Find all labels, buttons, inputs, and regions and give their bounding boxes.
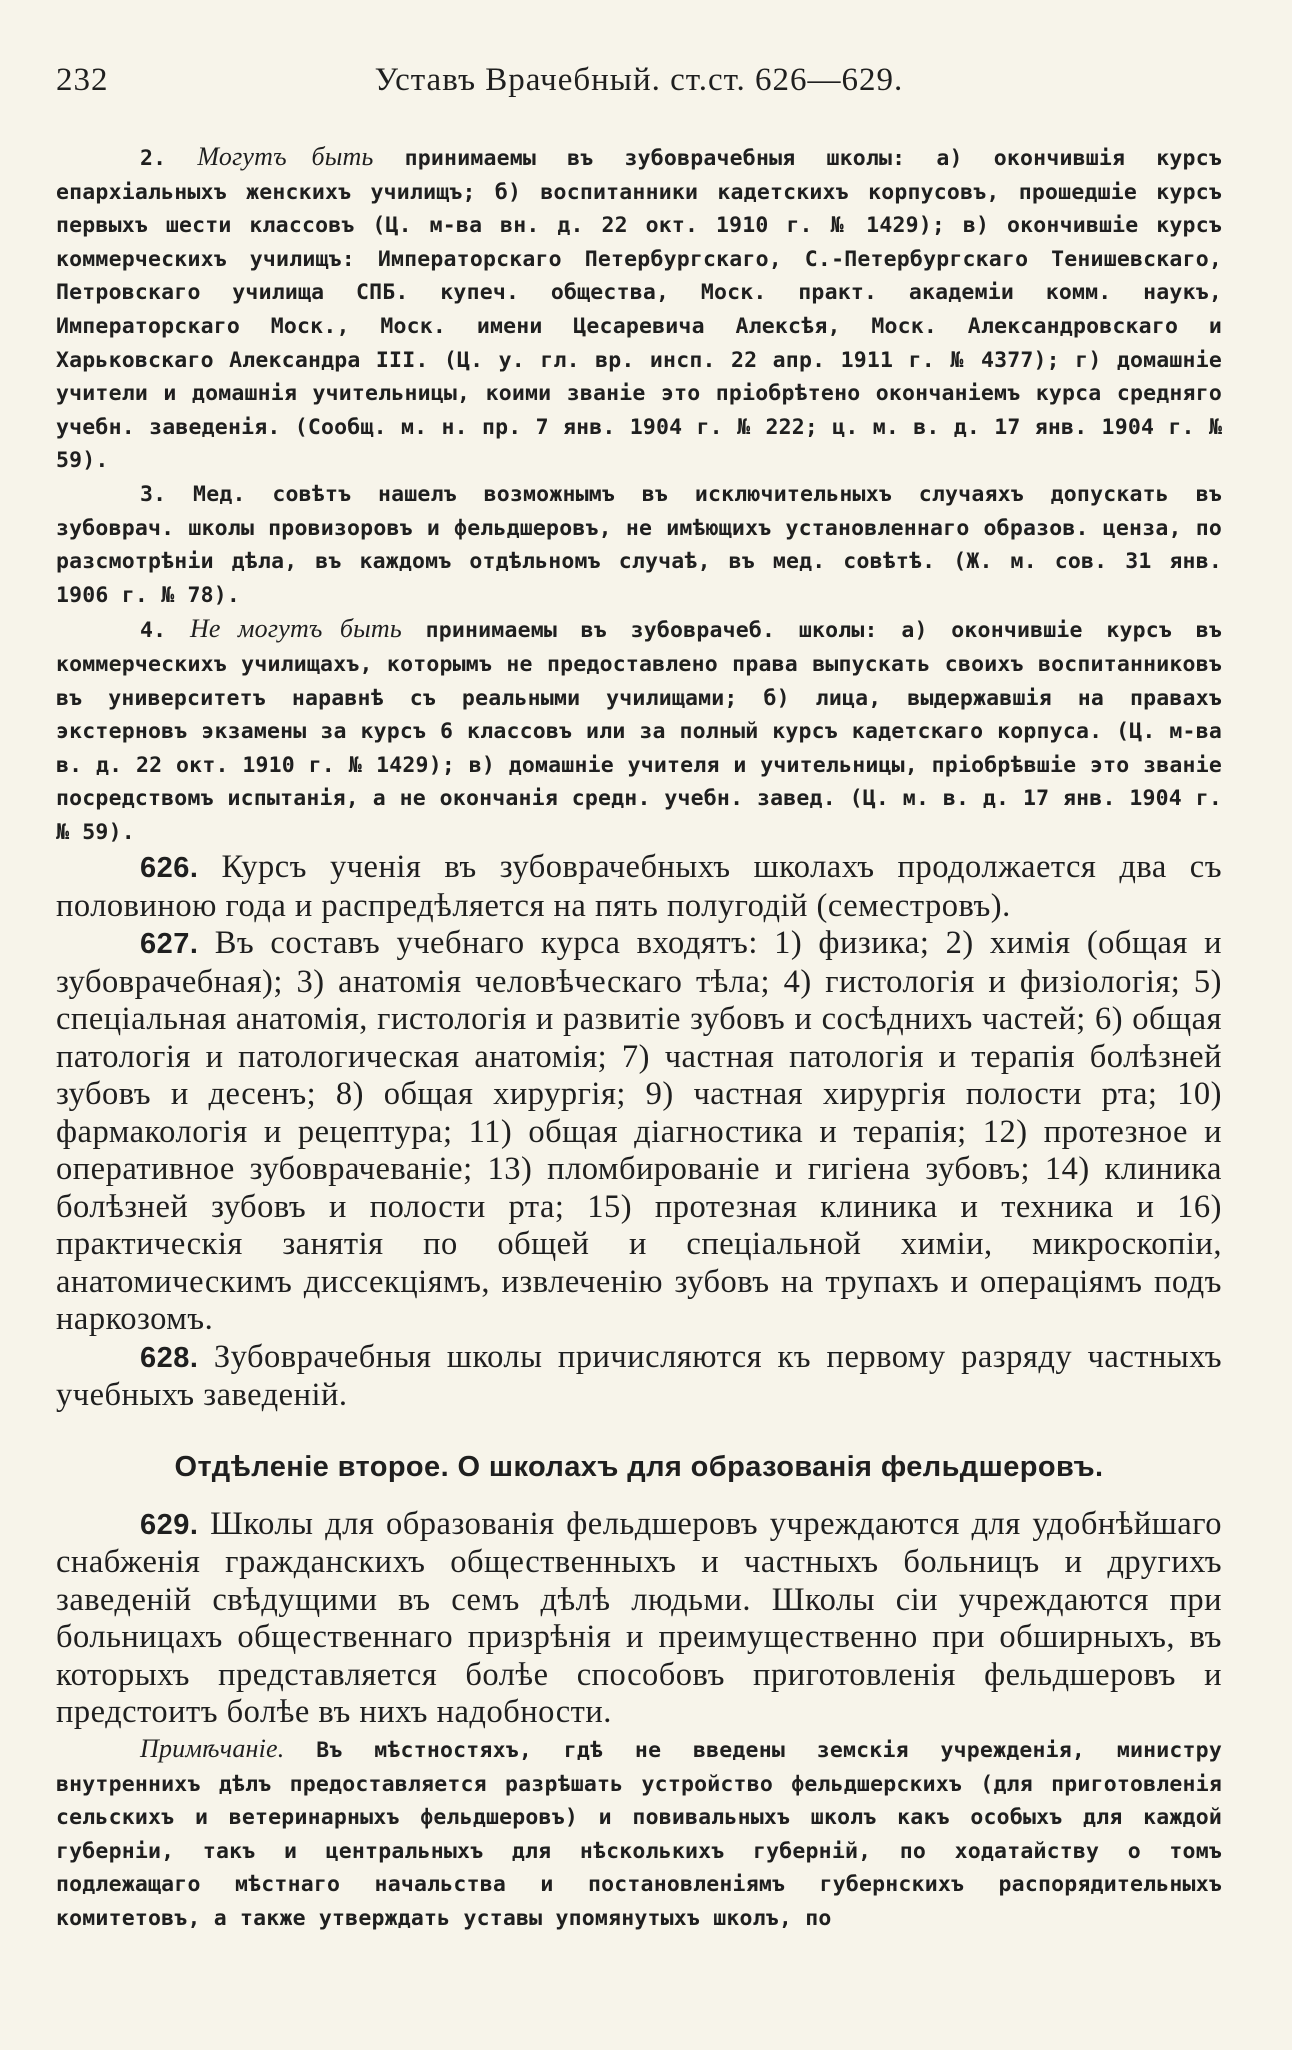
articles-block-b (56, 1506, 1222, 1732)
note-4 (56, 612, 1222, 849)
note-lead: Не могутъ быть (189, 614, 402, 644)
note-number: 2. (140, 146, 167, 171)
article-629 (56, 1506, 1222, 1732)
article-number: 627. (140, 928, 199, 961)
note-text: принимаемы въ зубоврачеб. школы: а) окончившіе курсъ въ коммерческихъ училищахъ, которымъ не предоставлено права выпускать своихъ воспитанниковъ въ университетъ наравнѣ съ реальными училищами; б) лица, выдержавшія на правахъ экстерновъ экзамены за курсъ 6 классовъ или за полный курсъ кадетскаго корпуса. (Ц. м-ва в. д. 22 окт. 1910 г. № 1429); в) домашніе учителя и учительницы, пріобрѣвшіе это званіе посредствомъ испытанія, а не окончанія средн. учебн. завед. (Ц. м. в. д. 17 янв. 1904 г. № 59). (56, 618, 1222, 845)
section-heading: Отдѣленіе второе. О школахъ для образованія фельдшеровъ. (174, 1450, 1104, 1483)
article-number: 628. (140, 1341, 199, 1374)
article-text: Зубоврачебныя школы причисляются къ первому разряду частныхъ учебныхъ заведеній. (56, 1338, 1222, 1414)
remark-lead: Примѣчаніе. (140, 1733, 285, 1763)
note-3 (56, 478, 1222, 612)
article-text: Школы для образованія фельдшеровъ учреждаются для удобнѣйшаго снабженія гражданскихъ общественныхъ и частныхъ больницъ и другихъ заведеній свѣдущими въ семъ дѣлѣ людьми. Школы сіи учреждаются при больницахъ общественнаго призрѣнія и преимущественно при обширныхъ, въ которыхъ представляется болѣе способовъ приготовленія фельдшеровъ и предстоитъ болѣе въ нихъ надобности. (56, 1505, 1223, 1731)
article-text: Курсъ ученія въ зубоврачебныхъ школахъ продолжается два съ половиною года и распредѣляется на пять полугодій (семестровъ). (56, 849, 1223, 924)
page-header (56, 62, 1222, 112)
note-text: принимаемы въ зубоврачебныя школы: а) окончившія курсъ епархіальныхъ женскихъ училищъ; б) воспитанники кадетскихъ корпусовъ, прошедшіе курсъ первыхъ шести классовъ (Ц. м-ва вн. д. 22 окт. 1910 г. № 1429); в) окончившіе курсъ коммерческихъ училищъ: Императорскаго Петербургскаго, С.-Петербургскаго Тенишевскаго, Петровскаго училища СПБ. купеч. общества, Моск. практ. академіи комм. наукъ, Императорскаго Моск., Моск. имени Цесаревича Алексѣя, Моск. Александровскаго и Харьковскаго Александра III. (Ц. у. гл. вр. инсп. 22 апр. 1911 г. № 4377); г) домашніе учители и домашнія учительницы, коими званіе это пріобрѣтено окончаніемъ курса средняго учебн. заведенія. (Сообщ. м. н. пр. 7 янв. 1904 г. № 222; ц. м. в. д. 17 янв. 1904 г. № 59). (56, 146, 1222, 474)
note-number: 3. (140, 481, 167, 507)
remark-text: Въ мѣстностяхъ, гдѣ не введены земскія учрежденія, министру внутреннихъ дѣлъ предоставляется разрѣшать устройство фельдшерскихъ (для приготовленія сельскихъ и ветеринарныхъ фельдшеровъ) и повивальныхъ школъ какъ особыхъ для каждой губерніи, такъ и центральныхъ для нѣсколькихъ губерній, по ходатайству о томъ подлежащаго мѣстнаго начальства и постановленіямъ губернскихъ распорядительныхъ комитетовъ, а также утверждать уставы упомянутыхъ школъ, по (56, 1737, 1222, 1931)
footnote-remark (56, 1732, 1222, 1936)
note-text: Мед. совѣтъ нашелъ возможнымъ въ исключительныхъ случаяхъ допускать въ зубоврач. школы провизоровъ и фельдшеровъ, не имѣющихъ установленнаго образов. ценза, по разсмотрѣніи дѣла, въ каждомъ отдѣльномъ случаѣ, въ мед. совѣтѣ. (Ж. м. сов. 31 янв. 1906 г. № 78). (56, 481, 1222, 608)
article-text: Въ составъ учебнаго курса входятъ: 1) физика; 2) химія (общая и зубоврачебная); 3) анатомія человѣческаго тѣла; 4) гистологія и физіологія; 5) спеціальная анатомія, гистологія и развитіе зубовъ и сосѣднихъ частей; 6) общая патологія и патологическая анатомія; 7) частная патологія и терапія болѣзней зубовъ и десенъ; 8) общая хирургія; 9) частная хирургія полости рта; 10) фармакологія и рецептура; 11) общая діагностика и терапія; 12) протезное и оперативное зубоврачеваніе; 13) пломбированіе и гигіена зубовъ; 14) клиника болѣзней зубовъ и полости рта; 15) протезная клиника и техника и 16) практическія занятія по общей и спеціальной химіи, микроскопіи, анатомическимъ диссекціямъ, извлеченію зубовъ на трупахъ и операціямъ подъ наркозомъ. (56, 925, 1223, 1338)
article-627 (56, 925, 1222, 1339)
note-lead: Могутъ быть (197, 142, 374, 171)
articles-block-a (56, 849, 1222, 1415)
spacer (56, 112, 1222, 140)
running-title: Уставъ Врачебный. ст.ст. 626—629. (374, 62, 904, 98)
article-628 (56, 1339, 1222, 1415)
article-626 (56, 849, 1222, 925)
note-number: 4. (140, 618, 167, 644)
article-number: 626. (140, 852, 199, 885)
note-2 (56, 140, 1222, 478)
article-number: 629. (140, 1508, 199, 1541)
notes-block (56, 140, 1222, 849)
page-number: 232 (56, 62, 109, 98)
